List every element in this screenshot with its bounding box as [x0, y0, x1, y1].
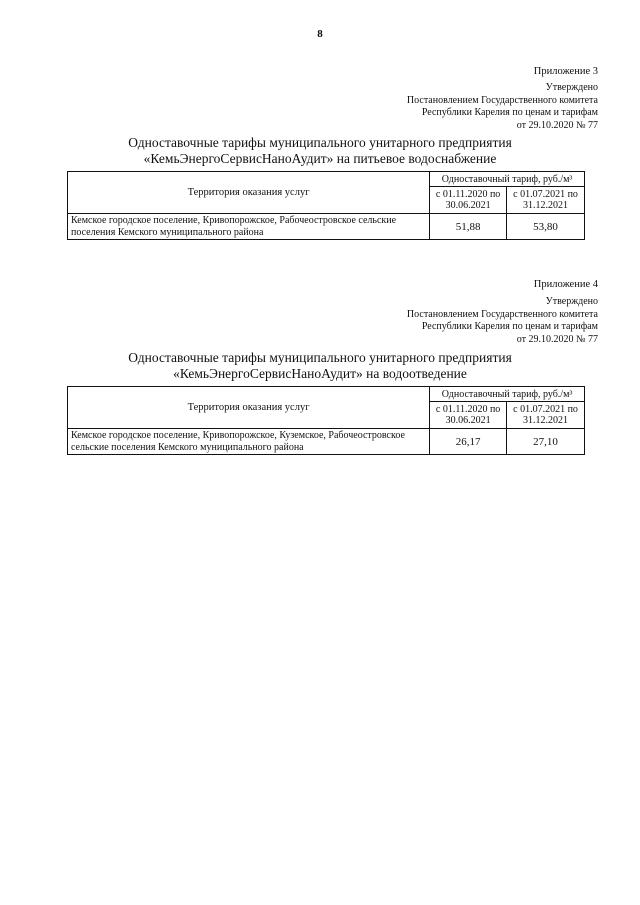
title-line: Одноставочные тарифы муниципального унитарного предприятия [128, 135, 512, 150]
title-line: «КемьЭнергоСервисНаноАудит» на питьевое водоснабжение [143, 151, 497, 166]
approval-line: Постановлением Государственного комитета [406, 94, 598, 106]
title-line: Одноставочные тарифы муниципального унитарного предприятия [128, 350, 512, 365]
tariff-value-cell: 51,88 [430, 214, 507, 240]
territory-cell: Кемское городское поселение, Кривопорожское, Рабочеостровское сельские поселения Кемского муниципального района [68, 214, 430, 240]
tariff-column-header: Одноставочный тариф, руб./м³ [430, 172, 585, 187]
approval-line: Утверждено [545, 296, 598, 307]
page-number: 8 [317, 28, 323, 40]
table-row [68, 429, 585, 455]
appendix-4-tariff-table [67, 386, 585, 455]
table-row [68, 214, 585, 240]
tariff-value-cell: 27,10 [507, 429, 585, 455]
approval-line: Республики Карелия по ценам и тарифам [421, 321, 598, 332]
appendix-4-approval [407, 296, 598, 346]
approval-line: от 29.10.2020 № 77 [516, 333, 598, 345]
period-header: с 01.11.2020 по 30.06.2021 [430, 187, 507, 214]
title-line: «КемьЭнергоСервисНаноАудит» на водоотведение [173, 366, 467, 381]
approval-line: Постановлением Государственного комитета [406, 308, 598, 320]
appendix-4-label: Приложение 4 [533, 279, 598, 290]
appendix-4-title [0, 350, 640, 382]
approval-line: Утверждено [545, 82, 598, 93]
period-header: с 01.07.2021 по 31.12.2021 [507, 187, 585, 214]
appendix-3-title [0, 135, 640, 167]
tariff-column-header: Одноставочный тариф, руб./м³ [430, 387, 585, 402]
territory-column-header: Территория оказания услуг [68, 172, 430, 214]
territory-column-header: Территория оказания услуг [68, 387, 430, 429]
appendix-3-label: Приложение 3 [533, 66, 598, 77]
appendix-3-tariff-table [67, 171, 585, 240]
territory-cell: Кемское городское поселение, Кривопорожское, Куземское, Рабочеостровское сельские поселения Кемского муниципального района [68, 429, 430, 455]
period-header: с 01.11.2020 по 30.06.2021 [430, 402, 507, 429]
approval-line: Республики Карелия по ценам и тарифам [421, 107, 598, 118]
approval-line: от 29.10.2020 № 77 [516, 119, 598, 131]
tariff-value-cell: 53,80 [507, 214, 585, 240]
period-header: с 01.07.2021 по 31.12.2021 [507, 402, 585, 429]
appendix-3-approval [407, 82, 598, 132]
tariff-value-cell: 26,17 [430, 429, 507, 455]
